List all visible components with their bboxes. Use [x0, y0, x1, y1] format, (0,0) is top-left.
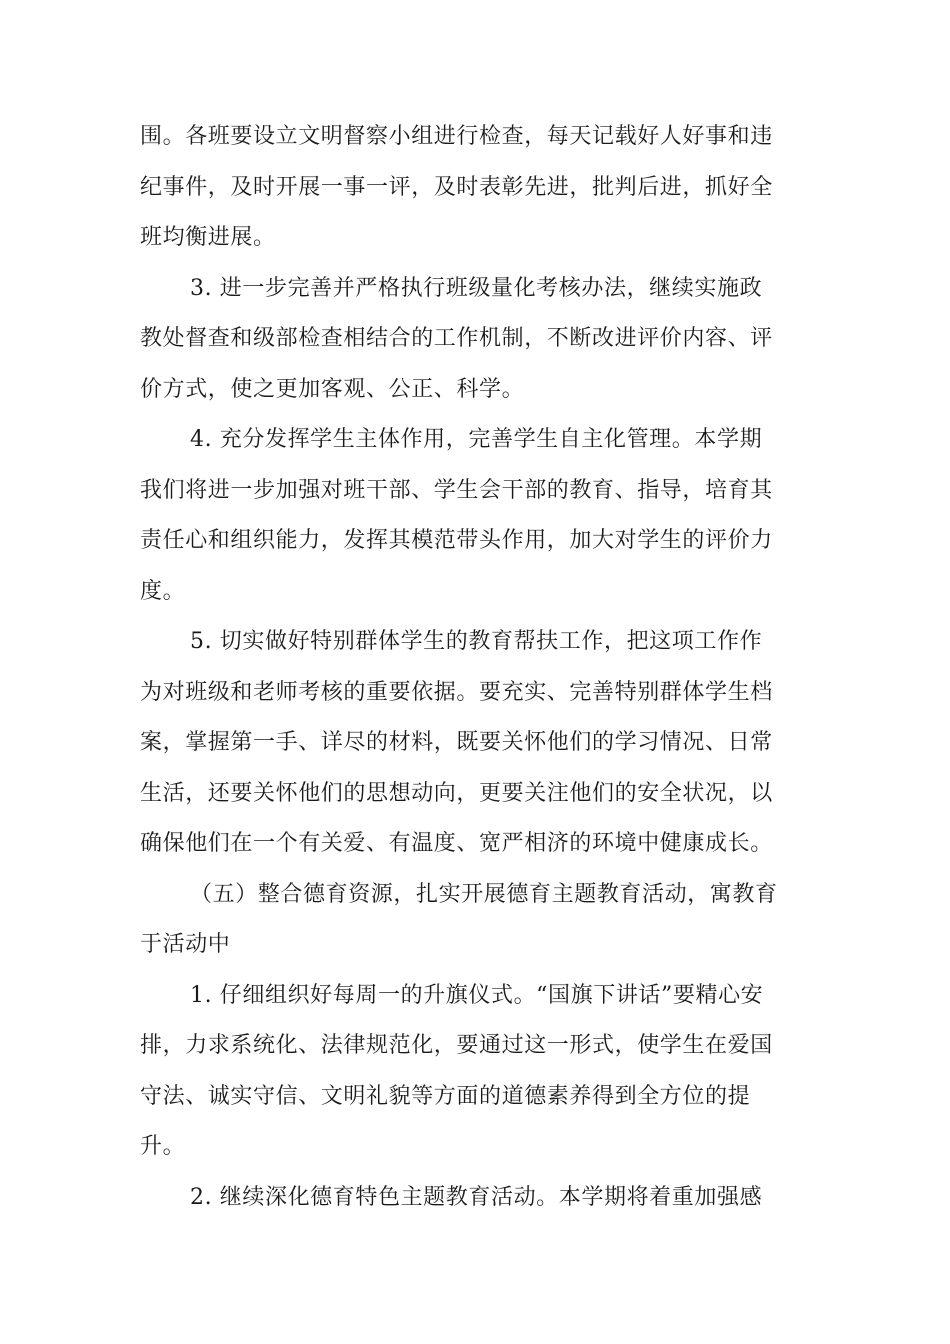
- text-line: 教处督查和级部检查相结合的工作机制，不断改进评价内容、评: [140, 326, 773, 351]
- text-line: 升。: [140, 1134, 186, 1159]
- text-line: 排，力求系统化、法律规范化，要通过这一形式，使学生在爱国: [140, 1033, 773, 1058]
- section-heading: 于活动中: [140, 932, 231, 957]
- text-line: 为对班级和老师考核的重要依据。要充实、完善特别群体学生档: [140, 679, 773, 705]
- text-line: 责任心和组织能力，发挥其模范带头作用，加大对学生的评价力: [140, 528, 773, 553]
- text-line: 4. 充分发挥学生主体作用，完善学生自主化管理。本学期: [190, 427, 763, 452]
- text-line: 围。各班要设立文明督察小组进行检查，每天记载好人好事和违: [140, 124, 773, 149]
- document-body: [140, 112, 830, 1223]
- text-line: 我们将进一步加强对班干部、学生会干部的教育、指导，培育其: [140, 477, 773, 503]
- text-line: 纪事件，及时开展一事一评，及时表彰先进，批判后进，抓好全: [140, 174, 773, 200]
- section-heading: （五）整合德育资源，扎实开展德育主题教育活动，寓教育: [190, 881, 778, 907]
- text-line: 价方式，使之更加客观、公正、科学。: [140, 376, 525, 402]
- text-line: 生活，还要关怀他们的思想动向，更要关注他们的安全状况，以: [140, 780, 773, 806]
- text-line: 3. 进一步完善并严格执行班级量化考核办法，继续实施政: [190, 275, 763, 301]
- text-line: 2. 继续深化德育特色主题教育活动。本学期将着重加强感: [190, 1184, 763, 1210]
- text-line: 班均衡进展。: [140, 225, 276, 250]
- text-line: 确保他们在一个有关爱、有温度、宽严相济的环境中健康成长。: [140, 831, 773, 856]
- text-line: 5. 切实做好特别群体学生的教育帮扶工作，把这项工作作: [190, 629, 763, 654]
- text-line: 守法、诚实守信、文明礼貌等方面的道德素养得到全方位的提: [140, 1083, 751, 1109]
- text-line: 度。: [140, 578, 186, 604]
- text-line: 案，掌握第一手、详尽的材料，既要关怀他们的学习情况、日常: [140, 730, 773, 755]
- text-line: 1. 仔细组织好每周一的升旗仪式。“国旗下讲话”要精心安: [190, 982, 764, 1008]
